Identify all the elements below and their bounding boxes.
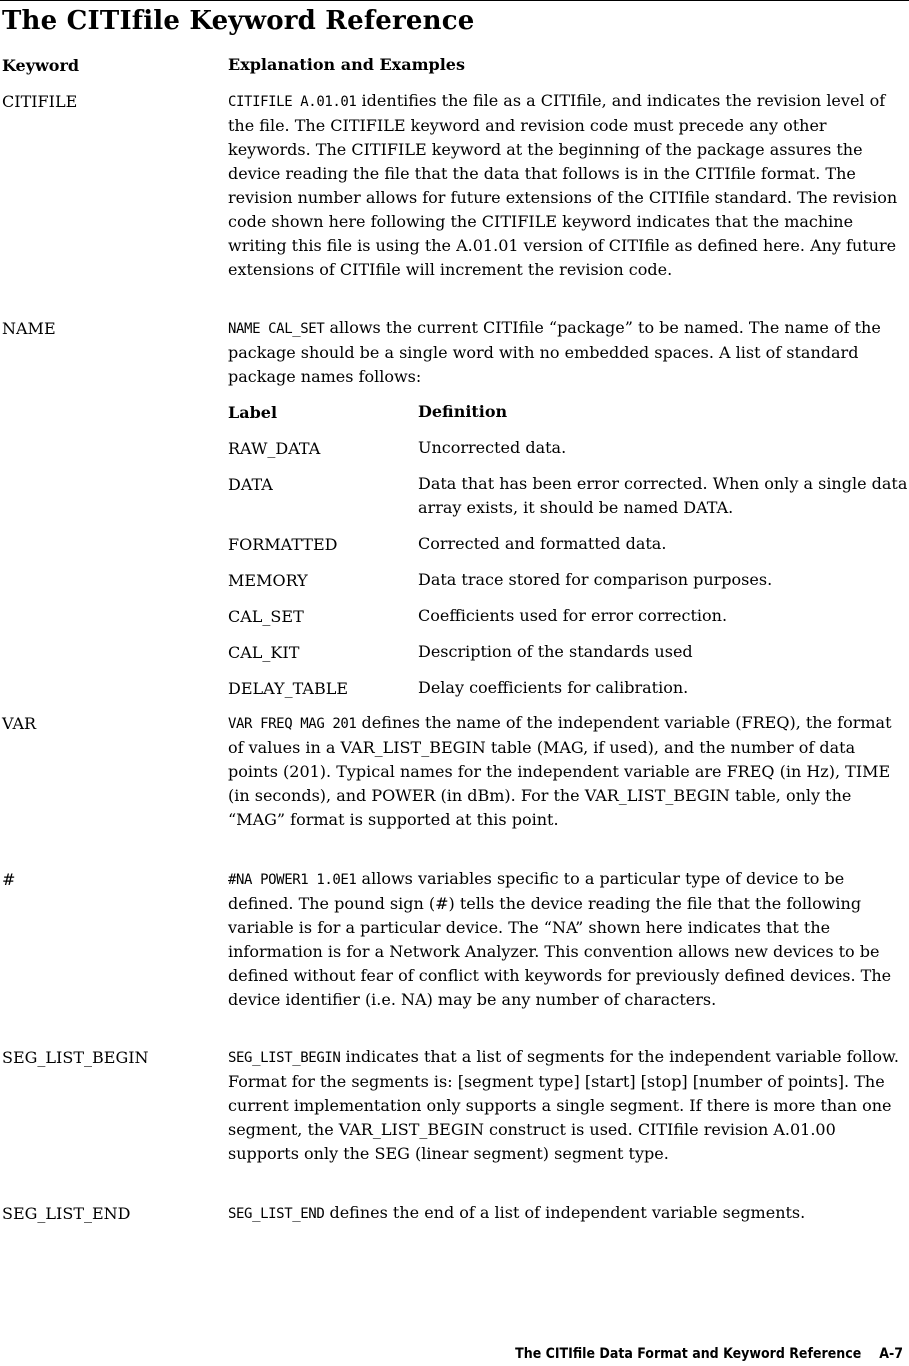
page-title: The CITIfile Keyword Reference [2,6,475,36]
table-row-label: RAW_DATA [228,439,321,458]
keyword-column-header: Keyword [2,56,80,75]
explanation-pound [228,867,908,1012]
table-row-definition: Delay coefficients for calibration. [418,678,689,697]
table-row-definition: Data trace stored for comparison purposes. [418,570,773,589]
explanation-text: allows the current CITIfile “package” to be named. The name of the package should be a single word with no embedded spaces. A list of standard package names follows: [228,318,881,386]
explanation-text: identifies the file as a CITIfile, and indicates the revision level of the file. The CITIFILE keyword and revision code must precede any other keywords. The CITIFILE keyword at the beginning of the package assures the device reading the file that the data that follows is in the CITIfile format. The revision number allows for future extensions of the CITIfile standard. The revision code shown here following the CITIFILE keyword indicates that the machine writing this file is using the A.01.01 version of CITIfile as defined here. Any future extensions of CITIfile will increment the revision code. [228,91,898,279]
explanation-var [228,711,908,832]
label-column-header: Label [228,403,278,422]
explanation-seg-list-begin [228,1045,908,1166]
explanation-text: indicates that a list of segments for the independent variable follow. Format for the segments is: [segment type] [start] [stop] [number of points]. The current implementation only supports a single segment. If there is more than one segment, the VAR_LIST_BEGIN construct is used. CITIfile revision A.01.00 supports only the SEG (linear segment) segment type. [228,1047,899,1163]
code-example: VAR FREQ MAG 201 [228,716,357,732]
keyword-seg-list-end: SEG_LIST_END [2,1204,131,1223]
keyword-name: NAME [2,319,56,338]
table-row-label: CAL_SET [228,607,304,626]
explanation-text: defines the end of a list of independent variable segments. [324,1203,806,1222]
table-row-label: CAL_KIT [228,643,300,662]
table-row-definition: Description of the standards used [418,642,693,661]
table-row-definition: Uncorrected data. [418,438,567,457]
definition-column-header: Definition [418,402,508,421]
table-row-definition: Coefficients used for error correction. [418,606,728,625]
explanation-text: defines the name of the independent variable (FREQ), the format of values in a VAR_LIST_BEGIN table (MAG, if used), and the number of data points (201). Typical names for the independent variable are FREQ (in Hz), TIME (in seconds), and POWER (in dBm). For the VAR_LIST_BEGIN table, only the “MAG” format is supported at this point. [228,713,892,829]
table-row-definition: Corrected and formatted data. [418,534,667,553]
explanation-name [228,316,908,389]
code-example: SEG_LIST_END [228,1206,325,1222]
explanation-column-header: Explanation and Examples [228,55,465,74]
keyword-seg-list-begin: SEG_LIST_BEGIN [2,1048,149,1067]
table-row-label: MEMORY [228,571,308,590]
page-footer [515,1346,903,1362]
keyword-pound: # [2,870,16,889]
code-example: NAME CAL_SET [228,321,325,337]
table-row-label: FORMATTED [228,535,338,554]
table-row-definition: Data that has been error corrected. When only a single data array exists, it should be named DATA. [418,474,908,517]
explanation-seg-list-end [228,1201,908,1226]
footer-title: The CITIfile Data Format and Keyword Reference [515,1346,862,1362]
keyword-var: VAR [2,714,37,733]
top-rule [0,0,909,1]
code-example: #NA POWER1 1.0E1 [228,872,357,888]
table-row-label: DELAY_TABLE [228,679,349,698]
page-number: A-7 [879,1346,903,1362]
code-example: SEG_LIST_BEGIN [228,1050,341,1066]
explanation-text: allows variables specific to a particular type of device to be defined. The pound sign (#) tells the device reading the file that the following variable is for a particular device. The “NA” shown here indicates that the information is for a Network Analyzer. This convention allows new devices to be defined without fear of conflict with keywords for previously defined devices. The device identifier (i.e. NA) may be any number of characters. [228,869,892,1009]
code-example: CITIFILE A.01.01 [228,94,357,110]
explanation-citifile [228,89,908,282]
keyword-citifile: CITIFILE [2,92,78,111]
table-row-label: DATA [228,475,273,494]
